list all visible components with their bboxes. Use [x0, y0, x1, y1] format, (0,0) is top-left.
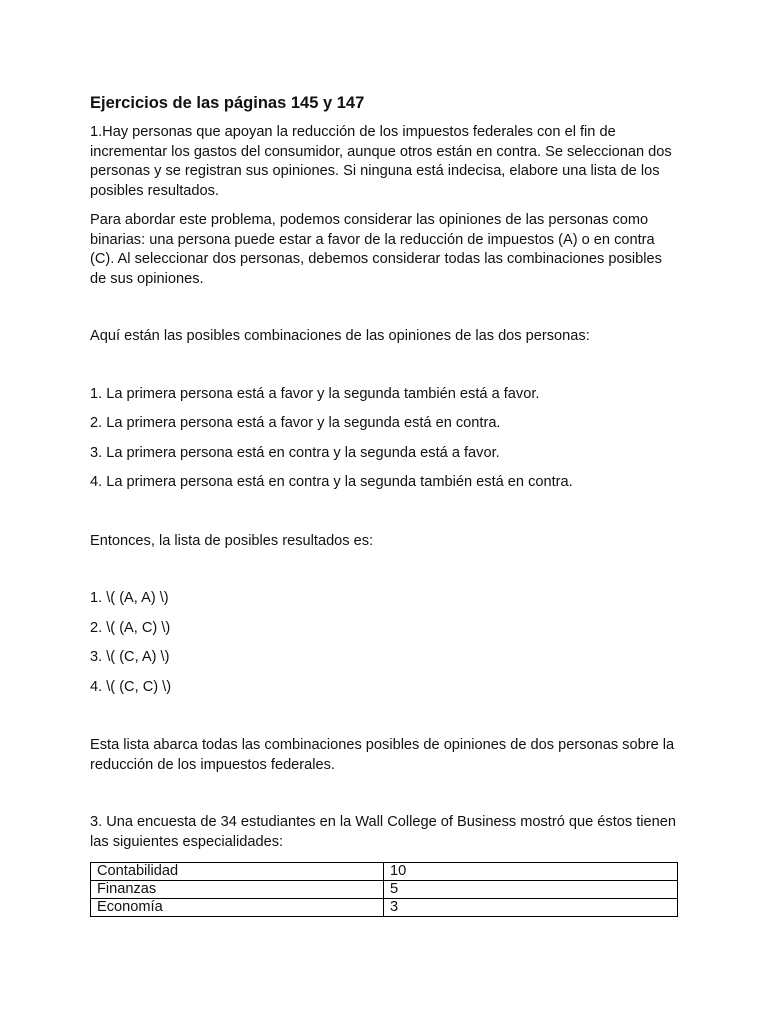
table-row [91, 863, 678, 881]
results-intro: Entonces, la lista de posibles resultados es: [90, 532, 374, 549]
combinations-intro: Aquí están las posibles combinaciones de las opiniones de las dos personas: [90, 328, 590, 344]
list-item: 1. La primera persona está a favor y la segunda también está a favor. [90, 385, 540, 402]
question-3-text: 3. Una encuesta de 34 estudiantes en la Wall College of Business mostró que éstos tienen las siguientes especialidades: [90, 814, 676, 850]
table-cell-count: 3 [384, 899, 678, 917]
list-item: 3. La primera persona está en contra y la segunda está a favor. [90, 444, 500, 461]
question-1-text: 1.Hay personas que apoyan la reducción de los impuestos federales con el fin de incrementar los gastos del consumidor, aunque otros están en contra. Se seleccionan dos personas y se registran sus opiniones. Si ninguna está indecisa, elabore una lista de los posibles resultados. [90, 124, 672, 199]
table-cell-major: Finanzas [91, 881, 384, 899]
list-item: 4. \( (C, C) \) [90, 678, 172, 695]
page-title: Ejercicios de las páginas 145 y 147 [90, 94, 365, 112]
table-cell-count: 5 [384, 881, 678, 899]
list-item: 1. \( (A, A) \) [90, 590, 169, 606]
table-cell-major: Contabilidad [91, 863, 384, 881]
list-item: 2. La primera persona está a favor y la segunda está en contra. [90, 415, 501, 431]
table-row [91, 899, 678, 917]
results-list [90, 589, 678, 697]
list-item: 4. La primera persona está en contra y la segunda también está en contra. [90, 474, 573, 490]
table-cell-count: 10 [384, 863, 678, 881]
majors-table [90, 862, 678, 917]
table-row [91, 881, 678, 899]
summary-paragraph: Esta lista abarca todas las combinaciones posibles de opiniones de dos personas sobre la reducción de los impuestos federales. [90, 737, 675, 773]
list-item: 3. \( (C, A) \) [90, 649, 170, 665]
list-item: 2. \( (A, C) \) [90, 619, 171, 636]
combinations-list [90, 385, 678, 493]
approach-paragraph: Para abordar este problema, podemos considerar las opiniones de las personas como binarias: una persona puede estar a favor de la reducción de impuestos (A) o en contra (C). Al seleccionar dos personas, debemos considerar todas las combinaciones posibles de sus opiniones. [90, 212, 662, 287]
table-cell-major: Economía [91, 899, 384, 917]
